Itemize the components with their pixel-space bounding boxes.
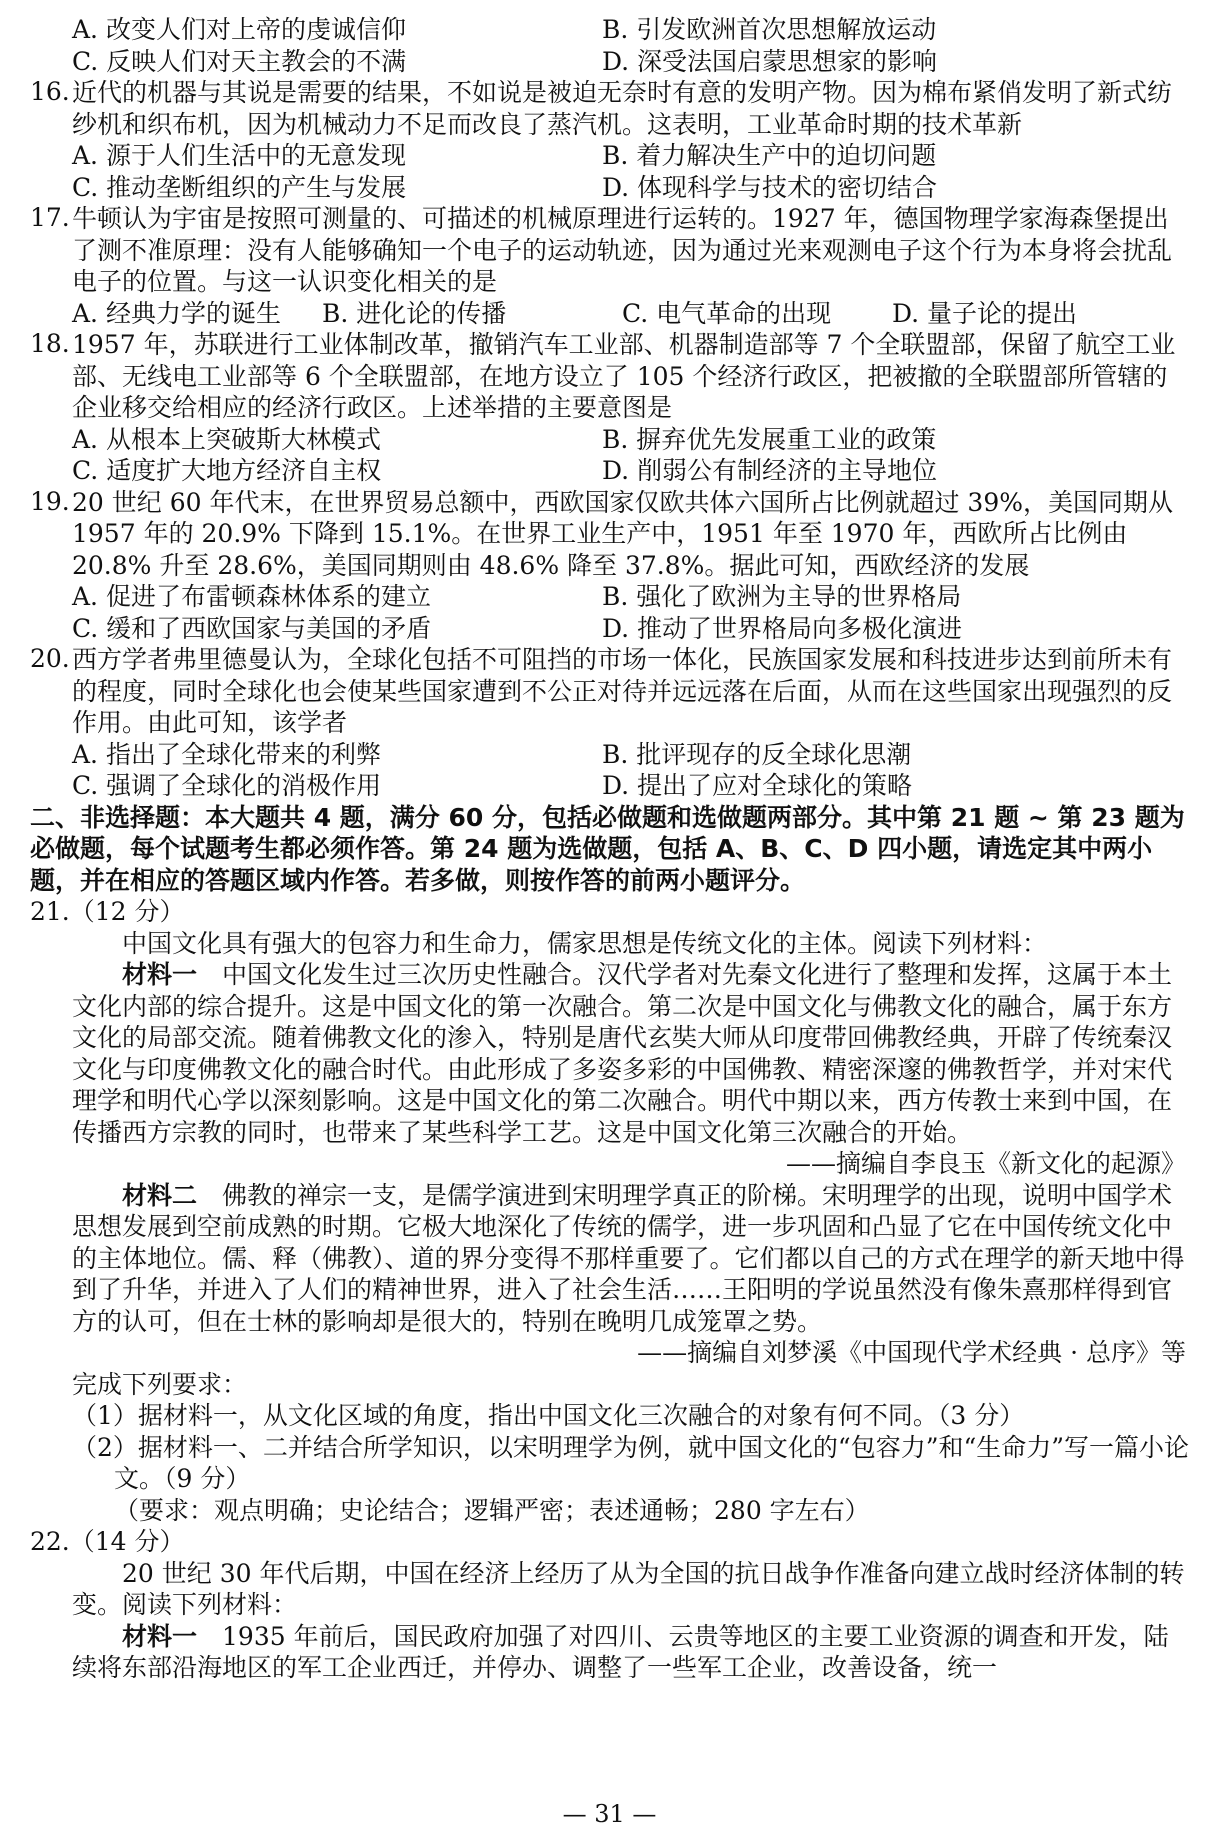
q20-option-a: A. 指出了全球化带来的利弊 xyxy=(72,739,381,769)
q17-option-c: C. 电气革命的出现 xyxy=(622,298,832,328)
q15-option-d: D. 深受法国启蒙思想家的影响 xyxy=(602,46,938,76)
question-20 xyxy=(30,644,1192,739)
q15-option-a: A. 改变人们对上帝的虔诚信仰 xyxy=(72,15,406,44)
q15-options-row-1 xyxy=(30,14,1192,46)
question-stem: 西方学者弗里德曼认为，全球化包括不可阻挡的市场一体化，民族国家发展和科技进步达到前所未有的程度，同时全球化也会使某些国家遭到不公正对待并远远落在后面，从而在这些国家出现强烈的反作用。由此可知，该学者 xyxy=(72,645,1173,737)
question-number: 16. xyxy=(30,77,70,106)
material-text: 中国文化发生过三次历史性融合。汉代学者对先秦文化进行了整理和发挥，这属于本土文化内部的综合提升。这是中国文化的第一次融合。第二次是中国文化与佛教文化的融合，属于东方文化的局部交流。随着佛教文化的渗入，特别是唐代玄奘大师从印度带回佛教经典，开辟了传统秦汉文化与印度佛教文化的融合时代。由此形成了多姿多彩的中国佛教、精密深邃的佛教哲学，并对宋代理学和明代心学以深刻影响。这是中国文化的第二次融合。明代中期以来，西方传教士来到中国，在传播西方宗教的同时，也带来了某些科学工艺。这是中国文化第三次融合的开始。 xyxy=(72,960,1173,1147)
q18-options-row-2 xyxy=(30,455,1192,487)
question-number: 18. xyxy=(30,329,70,358)
q22-material-1 xyxy=(30,1621,1192,1684)
q20-options-row-2 xyxy=(30,770,1192,802)
q21-material-1-source: ——摘编自李良玉《新文化的起源》 xyxy=(785,1149,1186,1178)
exam-page xyxy=(30,14,1192,1684)
material-label: 材料一 xyxy=(122,960,198,989)
question-stem: 1957 年，苏联进行工业体制改革，撤销汽车工业部、机器制造部等 7 个全联盟部，保留了航空工业部、无线电工业部等 6 个全联盟部，在地方设立了 105 个经济行政区，把被撤的全联盟部所管辖的企业移交给相应的经济行政区。上述举措的主要意图是 xyxy=(72,330,1176,422)
question-18 xyxy=(30,329,1192,424)
question-stem: 20 世纪 60 年代末，在世界贸易总额中，西欧国家仅欧共体六国所占比例就超过 39%，美国同期从 1957 年的 20.9% 下降到 15.1%。在世界工业生产中，1951 年至 1970 年，西欧所占比例由 20.8% 升至 28.6%，美国同期则由 48.6% 降至 37.8%。据此可知，西欧经济的发展 xyxy=(72,487,1173,580)
q17-option-a: A. 经典力学的诞生 xyxy=(72,298,281,328)
q19-option-c: C. 缓和了西欧国家与美国的矛盾 xyxy=(72,613,432,643)
q18-options-row-1 xyxy=(30,424,1192,456)
question-stem: 牛顿认为宇宙是按照可测量的、可描述的机械原理进行运转的。1927 年，德国物理学家海森堡提出了测不准原理：没有人能够确知一个电子的运动轨迹，因为通过光来观测电子这个行为本身将会扰乱电子的位置。与这一认识变化相关的是 xyxy=(72,204,1173,296)
material-text: 佛教的禅宗一支，是儒学演进到宋明理学真正的阶梯。宋明理学的出现，说明中国学术思想发展到空前成熟的时期。它极大地深化了传统的儒学，进一步巩固和凸显了它在中国传统文化中的主体地位。儒、释（佛教）、道的界分变得不那样重要了。它们都以自己的方式在理学的新天地中得到了升华，并进入了人们的精神世界，进入了社会生活……王阳明的学说虽然没有像朱熹那样得到官方的认可，但在士林的影响却是很大的，特别在晚明几成笼罩之势。 xyxy=(72,1180,1185,1336)
q15-options-row-2 xyxy=(30,46,1192,78)
question-stem: 近代的机器与其说是需要的结果，不如说是被迫无奈时有意的发明产物。因为棉布紧俏发明了新式纺纱机和织布机，因为机械动力不足而改良了蒸汽机。这表明，工业革命时期的技术革新 xyxy=(72,78,1173,139)
q19-option-b: B. 强化了欧洲为主导的世界格局 xyxy=(602,582,962,611)
q16-options-row-1 xyxy=(30,140,1192,172)
material-text: 1935 年前后，国民政府加强了对四川、云贵等地区的主要工业资源的调查和开发，陆续将东部沿海地区的军工企业西迁，并停办、调整了一些军工企业，改善设备，统一 xyxy=(72,1621,1169,1682)
q16-options-row-2 xyxy=(30,172,1192,204)
q18-option-a: A. 从根本上突破斯大林模式 xyxy=(72,424,381,454)
q15-option-c: C. 反映人们对天主教会的不满 xyxy=(72,46,407,76)
q19-options-row-1 xyxy=(30,581,1192,613)
q21-material-2 xyxy=(30,1180,1192,1338)
q19-options-row-2 xyxy=(30,613,1192,645)
q21-task-heading: 完成下列要求： xyxy=(72,1369,248,1399)
question-number: 20. xyxy=(30,644,70,673)
q16-option-b: B. 着力解决生产中的迫切问题 xyxy=(602,141,937,170)
question-16 xyxy=(30,77,1192,140)
q19-option-a: A. 促进了布雷顿森林体系的建立 xyxy=(72,582,431,611)
q18-option-d: D. 削弱公有制经济的主导地位 xyxy=(602,456,938,485)
material-label: 材料二 xyxy=(122,1180,198,1210)
q16-option-a: A. 源于人们生活中的无意发现 xyxy=(72,141,406,170)
page-number: — 31 — xyxy=(562,1800,657,1828)
q15-option-b: B. 引发欧洲首次思想解放运动 xyxy=(602,15,937,44)
q21-material-1 xyxy=(30,959,1192,1148)
q18-option-c: C. 适度扩大地方经济自主权 xyxy=(72,456,382,485)
section-2-instructions: 二、非选择题：本大题共 4 题，满分 60 分，包括必做题和选做题两部分。其中第 21 题 ~ 第 23 题为必做题，每个试题考生都必须作答。第 24 题为选做题，包括 A、B、C、D 四小题，请选定其中两小题，并在相应的答题区域内作答。若多做，则按作答的前两小题评分。 xyxy=(30,802,1185,895)
q21-part-2-requirements: （要求：观点明确；史论结合；逻辑严密；表述通畅；280 字左右） xyxy=(114,1495,870,1525)
question-17 xyxy=(30,203,1192,298)
q20-option-c: C. 强调了全球化的消极作用 xyxy=(72,771,382,800)
q17-option-b: B. 进化论的传播 xyxy=(322,298,507,328)
question-number: 19. xyxy=(30,486,70,516)
question-22-header: 22.（14 分） xyxy=(30,1527,185,1556)
q16-option-d: D. 体现科学与技术的密切结合 xyxy=(602,172,938,202)
material-label: 材料一 xyxy=(122,1621,198,1651)
q21-part-1: （1）据材料一，从文化区域的角度，指出中国文化三次融合的对象有何不同。（3 分） xyxy=(72,1401,1025,1430)
question-19 xyxy=(30,487,1192,582)
q17-option-d: D. 量子论的提出 xyxy=(892,298,1078,328)
q22-intro: 20 世纪 30 年代后期，中国在经济上经历了从为全国的抗日战争作准备向建立战时经济体制的转变。阅读下列材料： xyxy=(72,1558,1185,1619)
q18-option-b: B. 摒弃优先发展重工业的政策 xyxy=(602,424,937,454)
q21-material-2-source: ——摘编自刘梦溪《中国现代学术经典 · 总序》等 xyxy=(637,1338,1186,1367)
question-number: 17. xyxy=(30,203,70,232)
q20-options-row-1 xyxy=(30,739,1192,771)
q19-option-d: D. 推动了世界格局向多极化演进 xyxy=(602,613,963,643)
q17-options-row xyxy=(30,298,1192,330)
q20-option-d: D. 提出了应对全球化的策略 xyxy=(602,771,913,800)
question-21-header: 21.（12 分） xyxy=(30,897,185,926)
q20-option-b: B. 批评现存的反全球化思潮 xyxy=(602,739,912,769)
q21-part-2: （2）据材料一、二并结合所学知识，以宋明理学为例，就中国文化的“包容力”和“生命力”写一篇小论文。（9 分） xyxy=(72,1432,1190,1493)
q21-intro: 中国文化具有强大的包容力和生命力，儒家思想是传统文化的主体。阅读下列材料： xyxy=(122,928,1048,958)
q16-option-c: C. 推动垄断组织的产生与发展 xyxy=(72,172,407,202)
